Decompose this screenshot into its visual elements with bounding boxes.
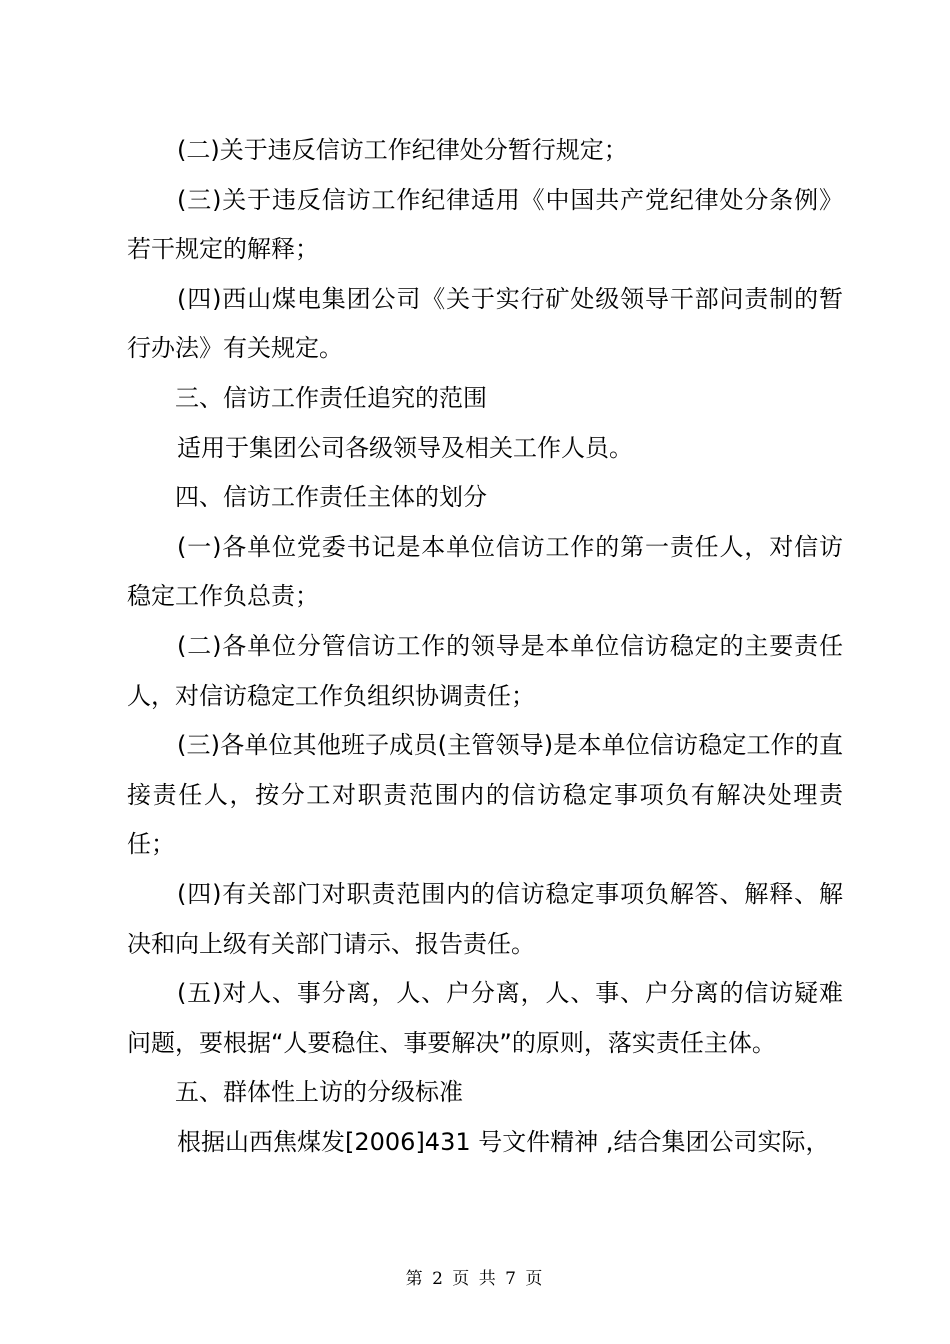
paragraph-responsibility-4: (四)有关部门对职责范围内的信访稳定事项负解答、解释、解决和向上级有关部门请示、报告责任。 — [127, 879, 843, 958]
paragraph-clause-3: (三)关于违反信访工作纪律适用《中国共产党纪律处分条例》若干规定的解释； — [127, 185, 843, 264]
document-body — [127, 126, 843, 1167]
section-heading-4: 四、信访工作责任主体的划分 — [175, 483, 487, 512]
section-heading-3: 三、信访工作责任追究的范围 — [175, 383, 487, 412]
paragraph-responsibility-2: (二)各单位分管信访工作的领导是本单位信访稳定的主要责任人，对信访稳定工作负组织协调责任； — [127, 631, 843, 710]
section-heading-5: 五、群体性上访的分级标准 — [175, 1078, 463, 1107]
paragraph-responsibility-5: (五)对人、事分离，人、户分离，人、事、户分离的信访疑难问题，要根据“人要稳住、事要解决”的原则，落实责任主体。 — [127, 979, 843, 1057]
paragraph-scope: 适用于集团公司各级领导及相关工作人员。 — [177, 433, 633, 462]
paragraph-clause-4: (四)西山煤电集团公司《关于实行矿处级领导干部问责制的暂行办法》有关规定。 — [127, 284, 843, 363]
paragraph-clause-2: (二)关于违反信访工作纪律处分暂行规定； — [177, 136, 628, 164]
paragraph-grading-basis: 根据山西焦煤发[2006]431 号文件精神 ,结合集团公司实际， — [177, 1127, 830, 1156]
paragraph-responsibility-1: (一)各单位党委书记是本单位信访工作的第一责任人，对信访稳定工作负总责； — [127, 532, 843, 611]
page-number-footer: 第 2 页 共 7 页 — [405, 1269, 545, 1289]
paragraph-responsibility-3: (三)各单位其他班子成员(主管领导)是本单位信访稳定工作的直接责任人，按分工对职责范围内的信访稳定事项负有解决处理责任； — [127, 731, 843, 859]
